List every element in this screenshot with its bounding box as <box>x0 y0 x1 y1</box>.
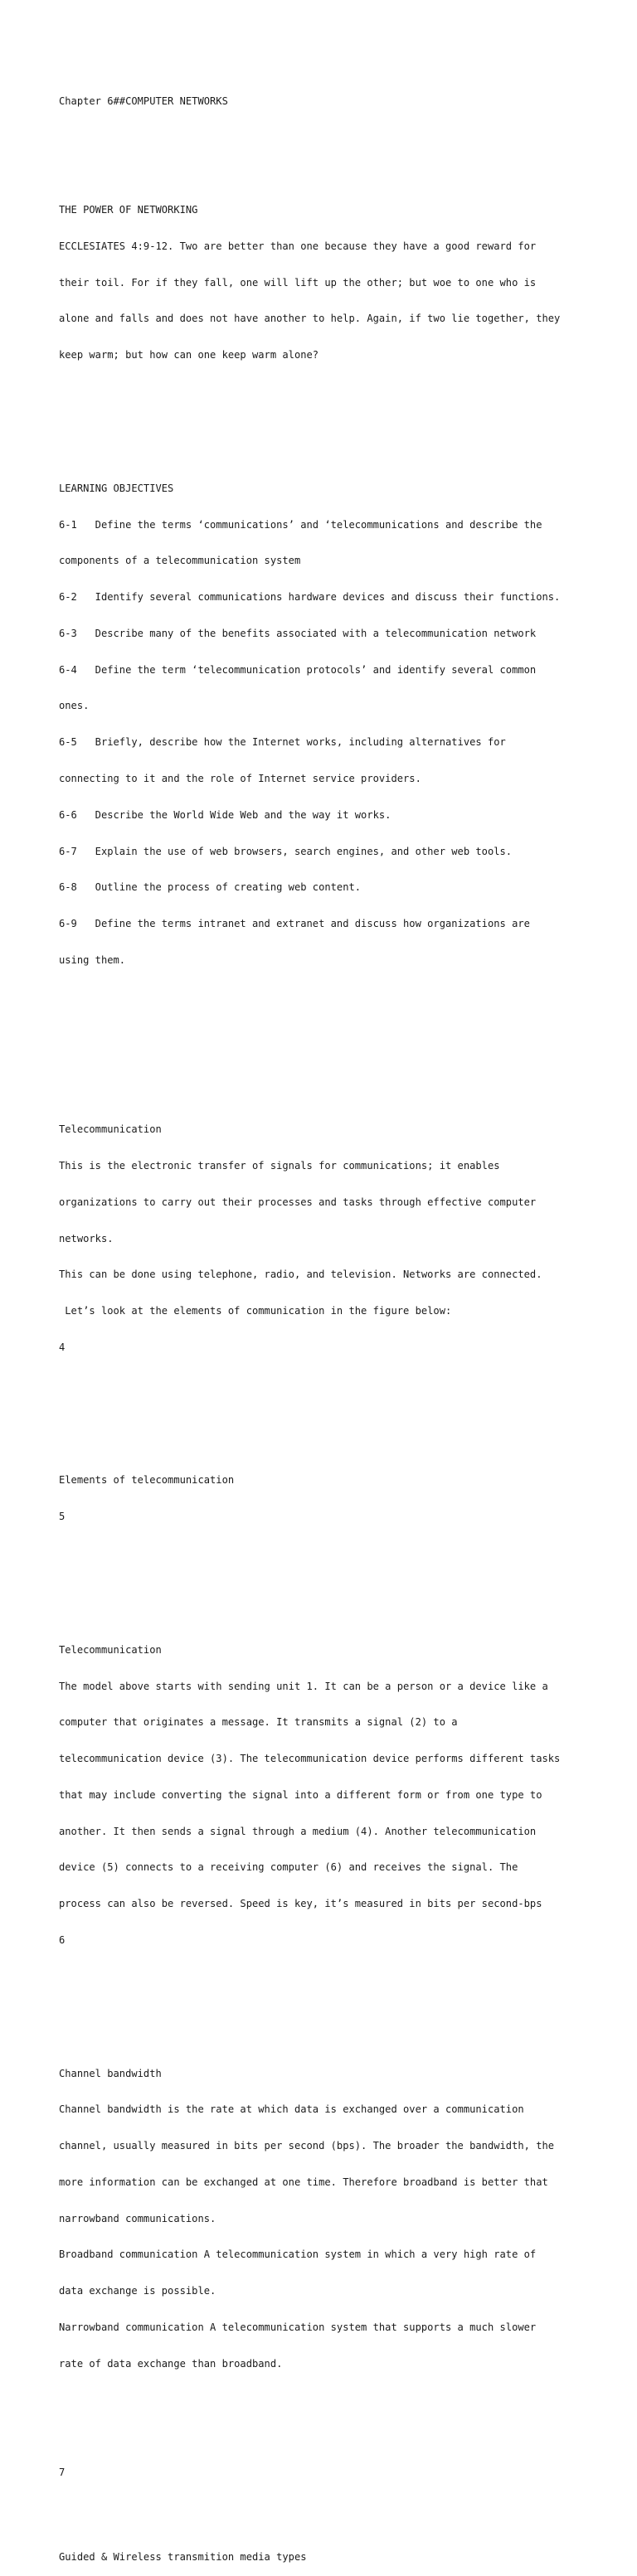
objective-line: 6-3 Describe many of the benefits associated with a telecommunication network <box>59 627 537 639</box>
objective-line: 6-1 Define the terms ‘communications’ and ‘telecommunications and describe the <box>59 518 542 531</box>
objective-line: 6-8 Outline the process of creating web content. <box>59 881 362 894</box>
spacer <box>59 132 590 144</box>
text-line: channel, usually measured in bits per second (bps). The broader the bandwidth, the <box>59 2140 555 2152</box>
text-line: The model above starts with sending unit 1. It can be a person or a device like a <box>59 1680 548 1692</box>
section-heading: Guided & Wireless transmition media types <box>59 2551 307 2564</box>
objective-line: 6-9 Define the terms intranet and extranet and discuss how organizations are <box>59 918 530 930</box>
section-heading: Telecommunication <box>59 1123 162 1136</box>
objective-line: ones. <box>59 700 90 712</box>
text-line: data exchange is possible. <box>59 2285 216 2297</box>
spacer <box>59 2418 590 2431</box>
slide-number: 7 <box>59 2467 66 2479</box>
power-of-networking-section <box>59 180 590 386</box>
text-line: alone and falls and does not have another to help. Again, if two lie together, they <box>59 313 561 325</box>
text-line: Let’s look at the elements of communication in the figure below: <box>59 1305 452 1317</box>
text-line: process can also be reversed. Speed is key, it’s measured in bits per second-bps <box>59 1898 542 1910</box>
spacer <box>59 1051 590 1064</box>
spacer <box>59 1995 590 2007</box>
objective-line: 6-5 Briefly, describe how the Internet works, including alternatives for <box>59 736 506 749</box>
learning-objectives-section <box>59 458 590 991</box>
slide-number: 6 <box>59 1934 66 1947</box>
text-line: computer that originates a message. It transmits a signal (2) to a <box>59 1716 458 1729</box>
text-line: rate of data exchange than broadband. <box>59 2357 283 2370</box>
text-line: ECCLESIATES 4:9-12. Two are better than one because they have a good reward for <box>59 240 537 252</box>
text-line: Channel bandwidth is the rate at which data is exchanged over a communication <box>59 2103 524 2116</box>
elements-section <box>59 1450 590 1547</box>
text-line: organizations to carry out their processes and tasks through effective computer <box>59 1196 537 1208</box>
document-page <box>59 59 590 2576</box>
objective-line: 6-4 Define the term ‘telecommunication protocols’ and identify several common <box>59 663 537 676</box>
text-line: more information can be exchanged at one time. Therefore broadband is better that <box>59 2176 548 2188</box>
text-line: that may include converting the signal into a different form or from one type to <box>59 1788 542 1801</box>
text-line: This can be done using telephone, radio, and television. Networks are connected. <box>59 1269 542 1281</box>
text-line: device (5) connects to a receiving computer (6) and receives the signal. The <box>59 1861 518 1874</box>
slide-number: 4 <box>59 1341 66 1353</box>
text-line: telecommunication device (3). The telecommunication device performs different tasks <box>59 1753 561 1765</box>
section-heading: Telecommunication <box>59 1643 162 1656</box>
chapter-title: Chapter 6##COMPUTER NETWORKS <box>59 95 228 107</box>
text-line: Broadband communication A telecommunication system in which a very high rate of <box>59 2249 537 2261</box>
section-heading: Channel bandwidth <box>59 2067 162 2079</box>
text-line: keep warm; but how can one keep warm alone? <box>59 349 319 361</box>
objective-line: 6-2 Identify several communications hardware devices and discuss their functions. <box>59 591 561 604</box>
spacer <box>59 1015 590 1027</box>
objective-line: 6-7 Explain the use of web browsers, search engines, and other web tools. <box>59 845 513 857</box>
telecommunication-intro-section <box>59 1099 590 1378</box>
spacer <box>59 1402 590 1414</box>
section-heading: LEARNING OBJECTIVES <box>59 482 174 494</box>
channel-bandwidth-section <box>59 2043 590 2394</box>
telecommunication-model-section <box>59 1620 590 1971</box>
section-heading: Elements of telecommunication <box>59 1474 235 1487</box>
objective-line: 6-6 Describe the World Wide Web and the way it works. <box>59 808 391 821</box>
text-line: another. It then sends a signal through a medium (4). Another telecommunication <box>59 1825 537 1837</box>
section-heading: THE POWER OF NETWORKING <box>59 204 198 216</box>
text-line: narrowband communications. <box>59 2212 216 2224</box>
spacer <box>59 410 590 422</box>
text-line: their toil. For if they fall, one will lift up the other; but woe to one who is <box>59 276 537 289</box>
spacer <box>59 2503 590 2515</box>
spacer <box>59 1571 590 1584</box>
objective-line: components of a telecommunication system <box>59 555 301 567</box>
text-line: networks. <box>59 1232 114 1244</box>
text-line: This is the electronic transfer of signals for communications; it enables <box>59 1160 500 1172</box>
slide-number: 5 <box>59 1511 66 1523</box>
objective-line: connecting to it and the role of Internet service providers. <box>59 773 421 785</box>
objective-line: using them. <box>59 953 126 966</box>
text-line: Narrowband communication A telecommunication system that supports a much slower <box>59 2321 537 2334</box>
